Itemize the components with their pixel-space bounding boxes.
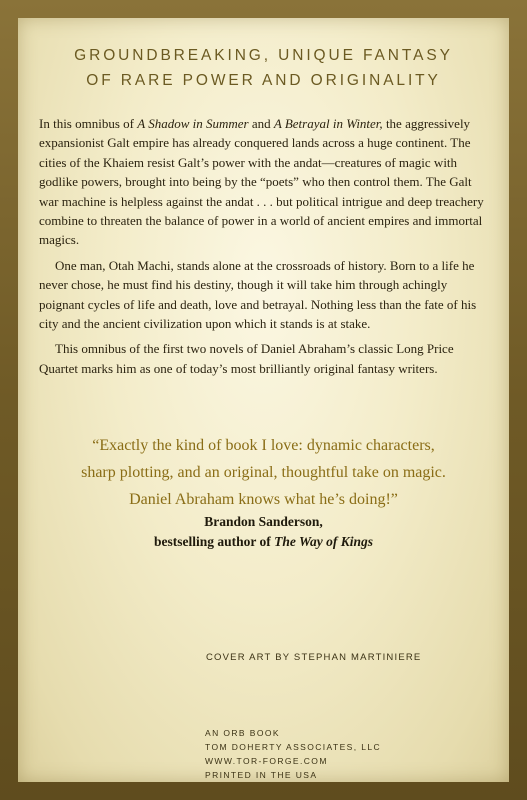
publisher-line-3: WWW.TOR-FORGE.COM xyxy=(205,756,328,766)
book-title-shadow: A Shadow in Summer xyxy=(137,116,249,131)
publisher-line-2: TOM DOHERTY ASSOCIATES, LLC xyxy=(205,742,382,752)
attribution-name: Brandon Sanderson, xyxy=(204,514,323,529)
description-paragraph-2: One man, Otah Machi, stands alone at the crossroads of history. Born to a life he never chose, he must find his destiny, though it will take him through achingly poignant cycles of life and death, love and betrayal. Nothing less than the fate of his city and the ancient civilization upon which it stands is at stake. xyxy=(39,257,477,332)
publisher-line-1: AN ORB BOOK xyxy=(205,728,280,738)
blurb-quote xyxy=(18,432,509,513)
quote-line-3: Daniel Abraham knows what he’s doing!” xyxy=(129,491,398,508)
publisher-line-4: PRINTED IN THE USA xyxy=(205,770,318,780)
cover-art-credit: COVER ART BY STEPHAN MARTINIERE xyxy=(206,652,422,663)
description-paragraph-1: In this omnibus of A Shadow in Summer and A Betrayal in Winter, the aggressively expansionist Galt empire has already conquered lands across a huge continent. The cities of the Khaiem resist Galt’s power with the andat—creatures of magic with godlike powers, brought into being by the “poets” who then control them. The Galt war machine is helpless against the andat . . . but political intrigue and deep treachery combine to threaten the balance of power in a world of ancient empires and immortal magics. xyxy=(39,116,484,248)
headline-line-2: OF RARE POWER AND ORIGINALITY xyxy=(86,72,441,89)
description-paragraph-3: This omnibus of the first two novels of Daniel Abraham’s classic Long Price Quartet marks him as one of today’s most brilliantly original fantasy writers. xyxy=(39,341,454,376)
quote-line-2: sharp plotting, and an original, thoughtful take on magic. xyxy=(81,464,446,481)
headline-line-1: GROUNDBREAKING, UNIQUE FANTASY xyxy=(74,47,453,64)
attribution-book-title: The Way of Kings xyxy=(274,534,374,549)
attribution-role: bestselling author of The Way of Kings xyxy=(153,534,374,549)
headline xyxy=(18,43,509,93)
book-title-betrayal: A Betrayal in Winter, xyxy=(273,116,383,131)
description xyxy=(39,114,491,384)
publisher-info xyxy=(205,726,381,782)
cream-text-panel xyxy=(18,18,509,782)
quote-attribution xyxy=(18,512,509,552)
quote-line-1: “Exactly the kind of book I love: dynamic characters, xyxy=(92,437,435,454)
